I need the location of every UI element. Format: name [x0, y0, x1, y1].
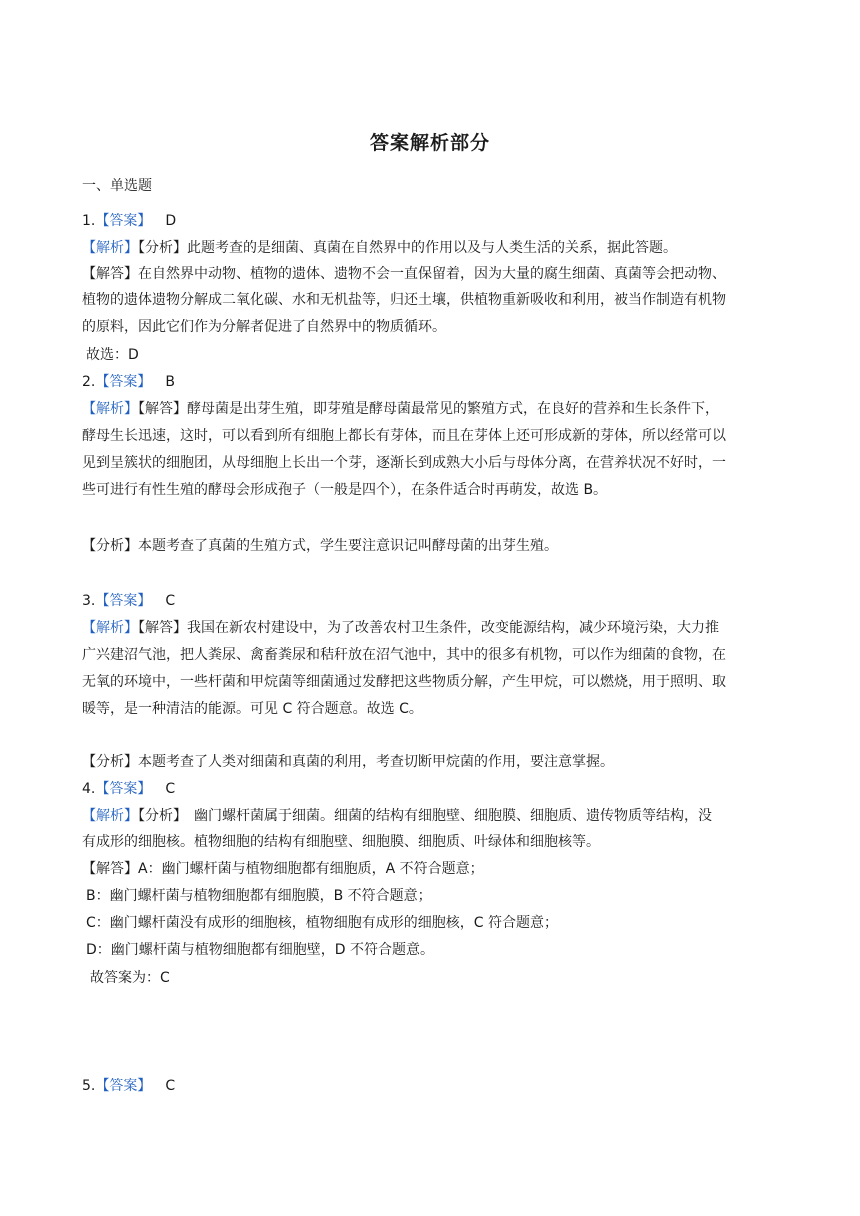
q2-analysis-line	[82, 399, 782, 419]
q4-text-line: 有成形的细胞核。植物细胞的结构有细胞壁、细胞膜、细胞质、叶绿体和细胞核等。	[82, 834, 600, 850]
q3-analysis-tag: 【解析】	[82, 620, 138, 636]
q3-answer-row	[82, 591, 782, 611]
q2-text-line: 酵母生长迅速，这时，可以看到所有细胞上都长有芽体，而且在芽体上还可形成新的芽体，所以经常可以	[82, 428, 726, 444]
q3-analysis-line	[82, 618, 782, 638]
q2-text-line: 见到呈簇状的细胞团，从母细胞上长出一个芽，逐渐长到成熟大小后与母体分离，在营养状况不好时，一	[82, 455, 726, 471]
q5-number: 5.	[82, 1078, 96, 1094]
q1-analysis-tag: 【解析】	[82, 240, 138, 256]
q2-text-line: 【解答】酵母菌是出芽生殖，即芽殖是酵母菌最常见的繁殖方式，在良好的营养和生长条件下，	[138, 401, 719, 417]
q1-text-line: 植物的遗体遗物分解成二氧化碳、水和无机盐等，归还土壤，供植物重新吸收和利用，被当作制造有机物	[82, 292, 726, 308]
q2-text-line: 些可进行有性生殖的酵母会形成孢子（一般是四个），在条件适合时再萌发，故选 B。	[82, 482, 608, 498]
q2-analysis-tag: 【解析】	[82, 401, 138, 417]
q5-answer-value: C	[165, 1078, 176, 1094]
q2-answer-row	[82, 372, 782, 392]
q4-number: 4.	[82, 781, 96, 797]
q2-answer-value: B	[165, 374, 175, 390]
section-heading: 一、单选题	[82, 178, 152, 194]
q4-text-line: 【分析】 幽门螺杆菌属于细菌。细菌的结构有细胞壁、细胞膜、细胞质、遗传物质等结构，没	[138, 808, 712, 824]
q4-analysis-line	[82, 806, 782, 826]
page-title: 答案解析部分	[369, 132, 490, 154]
q2-summary: 【分析】本题考查了真菌的生殖方式，学生要注意识记叫酵母菌的出芽生殖。	[82, 538, 558, 554]
q3-text-line: 暖等，是一种清洁的能源。可见 C 符合题意。故选 C。	[82, 701, 423, 717]
q2-number: 2.	[82, 374, 96, 390]
q1-text-line: 【分析】此题考查的是细菌、真菌在自然界中的作用以及与人类生活的关系，据此答题。	[138, 240, 677, 256]
q3-number: 3.	[82, 593, 96, 609]
q4-answer-tag: 【答案】	[95, 781, 152, 797]
q1-answer-value: D	[165, 213, 177, 229]
q5-answer-tag: 【答案】	[95, 1078, 152, 1094]
q4-answer-row	[82, 779, 782, 799]
q4-text-line: 【解答】A：幽门螺杆菌与植物细胞都有细胞质，A 不符合题意；	[82, 861, 484, 877]
q1-answer-row	[82, 211, 782, 231]
q2-answer-tag: 【答案】	[95, 374, 152, 390]
q4-option-line: B：幽门螺杆菌与植物细胞都有细胞膜，B 不符合题意；	[86, 888, 432, 904]
q3-text-line: 【解答】我国在新农村建设中，为了改善农村卫生条件，改变能源结构，减少环境污染，大力推	[138, 620, 719, 636]
q4-option-line: C：幽门螺杆菌没有成形的细胞核，植物细胞有成形的细胞核，C 符合题意；	[86, 915, 558, 931]
q1-answer-tag: 【答案】	[95, 213, 152, 229]
q4-option-line: D：幽门螺杆菌与植物细胞都有细胞壁，D 不符合题意。	[86, 942, 435, 958]
q1-text-line: 【解答】在自然界中动物、植物的遗体、遗物不会一直保留着，因为大量的腐生细菌、真菌等会把动物、	[82, 266, 726, 282]
q3-summary: 【分析】本题考查了人类对细菌和真菌的利用，考查切断甲烷菌的作用，要注意掌握。	[82, 754, 614, 770]
q1-text-line: 的原料，因此它们作为分解者促进了自然界中的物质循环。	[82, 319, 446, 335]
q4-analysis-tag: 【解析】	[82, 808, 138, 824]
q1-analysis-line	[82, 238, 782, 258]
q1-number: 1.	[82, 213, 96, 229]
q1-conclusion: 故选：D	[86, 347, 139, 363]
q5-answer-row	[82, 1076, 782, 1096]
q4-conclusion: 故答案为：C	[90, 970, 170, 986]
q3-answer-value: C	[165, 593, 176, 609]
q3-text-line: 无氧的环境中，一些杆菌和甲烷菌等细菌通过发酵把这些物质分解，产生甲烷，可以燃烧，用于照明、取	[82, 674, 726, 690]
q4-answer-value: C	[165, 781, 176, 797]
q3-text-line: 广兴建沼气池，把人粪尿、禽畜粪尿和秸秆放在沼气池中，其中的很多有机物，可以作为细菌的食物，在	[82, 647, 726, 663]
q3-answer-tag: 【答案】	[95, 593, 152, 609]
